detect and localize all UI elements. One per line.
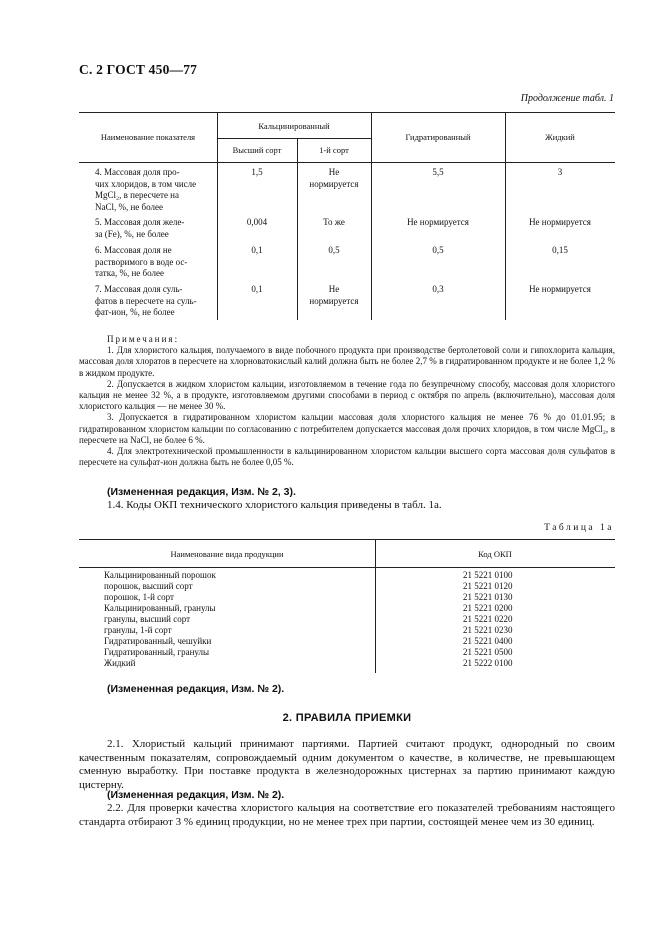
note-3: 3. Допускается в гидратированном хлористом кальции массовая доля хлористого кальция не менее 76 % до 01.01.95; в гидратированном хлористом кальции по согласованию с потребителем допускается массовая доля прочих хлоридов, в том числе MgCl₂, в пересчете на NaCl, не более 6 %. — [79, 412, 615, 445]
list-item: порошок, 1-й сорт — [104, 592, 174, 602]
note-2: 2. Допускается в жидком хлористом кальции, изготовляемом в течение года по безупречному способу, массовая доля хлористого кальция не менее 32 %, а в продукте, изготовляемом другими способами в период с октября по апрель (включительно), массовая доля хлористого кальция — не менее 30 %. — [79, 378, 615, 412]
page-header: С. 2 ГОСТ 450—77 — [79, 62, 198, 77]
col-header-first-grade: 1-й сорт — [319, 145, 349, 155]
table-cell: Не нормируется — [309, 167, 359, 189]
list-item: Гидратированный, гранулы — [104, 647, 210, 657]
table-row-name: 6. Массовая доля не растворимого в воде ос- татка, %, не более — [95, 245, 188, 278]
revision-note: (Измененная редакция, Изм. № 2). — [107, 683, 285, 695]
list-item: Кальцинированный, гранулы — [104, 603, 216, 613]
col-header-top-grade: Высший сорт — [232, 145, 282, 155]
revision-note: (Измененная редакция, Изм. № 2, 3). — [107, 486, 296, 498]
note-4: 4. Для электротехнической промышленности в кальцинированном хлористом кальции высшего сорта массовая доля сульфатов в пересчете на сульфат-ион должна быть не более 0,05 %. — [79, 446, 615, 468]
okp-codes — [463, 570, 613, 669]
list-item: Жидкий — [104, 658, 136, 668]
list-item: 21 5221 0130 — [463, 592, 513, 602]
list-item: 21 5221 0200 — [463, 603, 513, 613]
section-title: 2. ПРАВИЛА ПРИЕМКИ — [282, 712, 412, 724]
table-cell: То же — [323, 217, 345, 227]
list-item: гранулы, 1-й сорт — [104, 625, 172, 635]
table-cell: 0,5 — [432, 245, 444, 255]
table-cell: 0,5 — [328, 245, 340, 255]
table-cell: Не нормируется — [529, 284, 591, 294]
table-cell: Не нормируется — [309, 284, 359, 306]
product-names — [104, 570, 374, 669]
table-cell: 0,15 — [552, 245, 568, 255]
list-item: 21 5221 0500 — [463, 647, 513, 657]
table-cell: 5,5 — [432, 167, 444, 177]
table-1a — [79, 539, 615, 673]
col-header-product: Наименование вида продукции — [170, 549, 284, 559]
list-item: 21 5221 0220 — [463, 614, 513, 624]
table-cell: 0,1 — [251, 284, 263, 294]
note-1: 1. Для хлористого кальция, получаемого в виде побочного продукта при производстве бертолетовой соли и гипохлорита кальция, массовая доля хлоратов в пересчете на хлорноватокислый калий должна быть не более 2,7 % в гидратированном продукте и не более 1,2 % в жидком продукте. — [79, 345, 615, 378]
notes — [79, 334, 615, 468]
col-header-calcined: Кальцинированный — [258, 121, 330, 131]
revision-note: (Измененная редакция, Изм. № 2). — [107, 789, 285, 801]
list-item: 21 5222 0100 — [463, 658, 513, 668]
paragraph-2-2: 2.2. Для проверки качества хлористого кальция на соответствие его показателей требованиям настоящего стандарта отбирают 3 % единиц продукции, но не менее трех при партии, состоящей менее чем из 30 единиц. — [79, 802, 615, 828]
list-item: 21 5221 0100 — [463, 570, 513, 580]
table-1 — [79, 112, 615, 320]
paragraph-1-4: 1.4. Коды ОКП технического хлористого кальция приведены в табл. 1а. — [107, 499, 442, 511]
list-item: 21 5221 0400 — [463, 636, 513, 646]
col-header-hydrated: Гидратированный — [405, 132, 471, 142]
table-1a-caption: Таблица 1а — [544, 523, 614, 533]
list-item: Гидратированный, чешуйки — [104, 636, 212, 646]
list-item: 21 5221 0120 — [463, 581, 513, 591]
table-cell: Не нормируется — [407, 217, 469, 227]
table-cell: Не нормируется — [529, 217, 591, 227]
list-item: гранулы, высший сорт — [104, 614, 191, 624]
table-continuation-label: Продолжение табл. 1 — [520, 93, 614, 104]
col-header-okp: Код ОКП — [478, 549, 512, 559]
notes-title: Примечания: — [107, 334, 180, 344]
paragraph-2-1: 2.1. Хлористый кальций принимают партиями. Партией считают продукт, однородный по своим качественным показателям, сопровождаемый одним документом о качестве, в количестве, не превышающем сменную выработку. При поставке продукта в железнодорожных цистернах за партию принимают каждую цистерну. — [79, 738, 615, 791]
table-row-name: 4. Массовая доля про- чих хлоридов, в том числе MgCl₂, в пересчете на NaCl, %, не более — [95, 167, 197, 212]
table-row-name: 5. Массовая доля желе- за (Fe), %, не более — [95, 217, 185, 239]
table-cell: 0,3 — [432, 284, 444, 294]
col-header-liquid: Жидкий — [545, 132, 575, 142]
col-header-name: Наименование показателя — [100, 132, 196, 142]
table-cell: 0,004 — [246, 217, 268, 227]
list-item: Кальцинированный порошок — [104, 570, 216, 580]
table-row-name: 7. Массовая доля суль- фатов в пересчете на суль- фат-ион, %, не более — [95, 284, 197, 317]
table-cell: 0,1 — [251, 245, 263, 255]
list-item: 21 5221 0230 — [463, 625, 513, 635]
table-cell: 3 — [557, 167, 563, 177]
list-item: порошок, высший сорт — [104, 581, 193, 591]
table-cell: 1,5 — [251, 167, 263, 177]
